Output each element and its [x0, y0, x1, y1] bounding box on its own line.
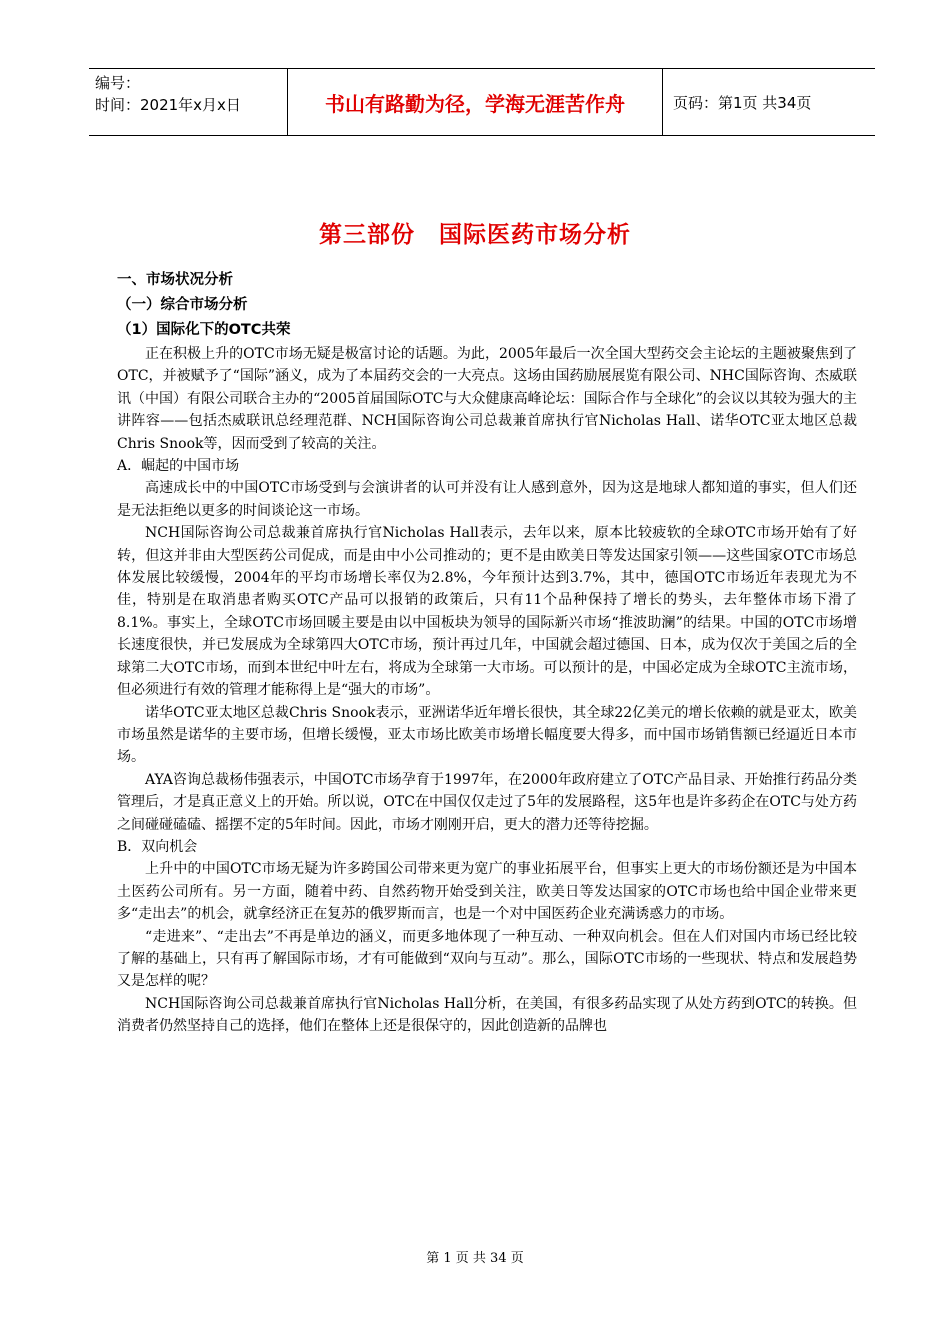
paragraph: NCH国际咨询公司总裁兼首席执行官Nicholas Hall表示，去年以来，原本比较疲软的全球OTC市场开始有了好转，但这并非由大型医药公司促成，而是由中小公司推动的；更不是由欧美日等发达国家引领——这些国家OTC市场总体发展比较缓慢，2004年的平均市场增长率仅为2.8%，今年预计达到3.7%，其中，德国OTC市场近年表现尤为不佳，特别是在取消患者购买OTC产品可以报销的政策后，只有11个品种保持了增长的势头，去年整体市场下滑了8.1%。事实上，全球OTC市场回暖主要是由以中国板块为领导的国际新兴市场“推波助澜”的结果。中国的OTC市场增长速度很快，并已发展成为全球第四大OTC市场，预计再过几年，中国就会超过德国、日本，成为仅次于美国之后的全球第二大OTC市场，而到本世纪中叶左右，将成为全球第一大市场。可以预计的是，中国必定成为全球OTC主流市场，但必须进行有效的管理才能称得上是“强大的市场”。: [117, 525, 857, 699]
paragraph: 诺华OTC亚太地区总裁Chris Snook表示，亚洲诺华近年增长很快，其全球22亿美元的增长依赖的就是亚太，欧美市场虽然是诺华的主要市场，但增长缓慢，亚太市场比欧美市场增长幅度要大得多，而中国市场销售额已经逼近日本市场。: [117, 704, 857, 766]
paragraph: AYA咨询总裁杨伟强表示，中国OTC市场孕育于1997年，在2000年政府建立了OTC产品目录、开始推行药品分类管理后，才是真正意义上的开始。所以说，OTC在中国仅仅走过了5年的发展路程，这5年也是许多药企在OTC与处方药之间碰碰磕磕、摇摆不定的5年时间。因此，市场才刚刚开启，更大的潜力还等待挖掘。: [117, 771, 857, 833]
paragraph: 上升中的中国OTC市场无疑为许多跨国公司带来更为宽广的事业拓展平台，但事实上更大的市场份额还是为中国本土医药公司所有。另一方面，随着中药、自然药物开始受到关注，欧美日等发达国家的OTC市场也给中国企业带来更多“走出去”的机会，就拿经济正在复苏的俄罗斯而言，也是一个对中国医药企业充满诱惑力的市场。: [117, 861, 857, 923]
heading-level-1: 一、市场状况分析: [117, 272, 233, 288]
page-header: [89, 68, 875, 136]
header-meta: [89, 69, 287, 135]
header-page-info: 页码：第1页 共34页: [673, 93, 812, 112]
heading-level-2: （一）综合市场分析: [117, 297, 248, 313]
page-footer: 第 1 页 共 34 页: [426, 1251, 524, 1266]
paragraph: 正在积极上升的OTC市场无疑是极富讨论的话题。为此，2005年最后一次全国大型药交会主论坛的主题被聚焦到了OTC，并被赋予了“国际”涵义，成为了本届药交会的一大亮点。这场由国药励展展览有限公司、NHC国际咨询、杰威联讯（中国）有限公司联合主办的“2005首届国际OTC与大众健康高峰论坛：国际合作与全球化”的会议以其较为强大的主讲阵容——包括杰威联讯总经理范群、NCH国际咨询公司总裁兼首席执行官Nicholas Hall、诺华OTC亚太地区总裁Chris Snook等，因而受到了较高的关注。: [117, 346, 857, 452]
document-title: 第三部份 国际医药市场分析: [319, 222, 631, 248]
heading-level-3: （1）国际化下的OTC共荣: [117, 322, 291, 338]
document-body: [117, 268, 857, 1038]
document-number-label: 编号：: [95, 74, 141, 92]
header-motto: 书山有路勤为径，学海无涯苦作舟: [287, 69, 663, 135]
document-time: 时间：2021年x月x日: [95, 96, 241, 114]
paragraph: 高速成长中的中国OTC市场受到与会演讲者的认可并没有让人感到意外，因为这是地球人都知道的事实，但人们还是无法拒绝以更多的时间谈论这一市场。: [117, 480, 857, 519]
section-title-a: A．崛起的中国市场: [117, 458, 240, 475]
paragraph: NCH国际咨询公司总裁兼首席执行官Nicholas Hall分析，在美国，有很多药品实现了从处方药到OTC的转换。但消费者仍然坚持自己的选择，他们在整体上还是很保守的，因此创造新的品牌也: [117, 995, 857, 1035]
section-title-b: B．双向机会: [117, 838, 198, 855]
paragraph: “走进来”、“走出去”不再是单边的涵义，而更多地体现了一种互动、一种双向机会。但在人们对国内市场已经比较了解的基础上，只有再了解国际市场，才有可能做到“双向与互动”。那么，国际OTC市场的一些现状、特点和发展趋势又是怎样的呢？: [117, 928, 857, 990]
